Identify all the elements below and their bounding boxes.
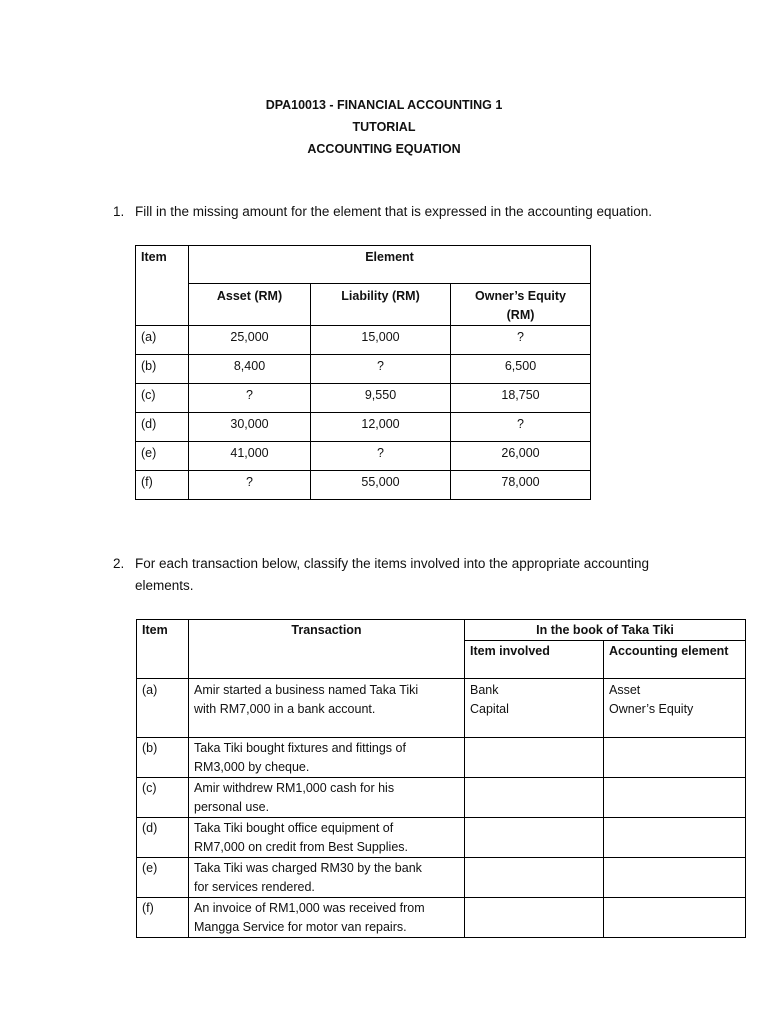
accounting-element-cell[interactable] <box>604 858 746 898</box>
item-involved-line1: Bank <box>470 683 499 697</box>
table-row <box>136 413 591 442</box>
table2-accounting-element-header: Accounting element <box>604 641 746 679</box>
liability-cell: ? <box>311 442 451 471</box>
table1-element-header: Element <box>189 246 591 284</box>
table-row <box>137 818 746 858</box>
item-involved-cell[interactable] <box>465 778 604 818</box>
transaction-line1: Amir started a business named Taka Tiki <box>194 683 419 697</box>
table2-book-header: In the book of Taka Tiki <box>465 620 746 641</box>
transaction-line1: Taka Tiki was charged RM30 by the bank <box>194 861 422 875</box>
accounting-element-line1: Asset <box>609 683 641 697</box>
table-row <box>137 778 746 818</box>
row-item: (e) <box>136 442 189 471</box>
table-row <box>136 442 591 471</box>
topic-title: ACCOUNTING EQUATION <box>307 142 461 156</box>
transaction-line1: Taka Tiki bought office equipment of <box>194 821 394 835</box>
table1-liability-header: Liability (RM) <box>311 284 451 326</box>
transaction-line2: personal use. <box>194 800 270 814</box>
liability-cell: 15,000 <box>311 326 451 355</box>
equity-cell: ? <box>451 326 591 355</box>
row-item: (f) <box>137 898 189 938</box>
row-item: (d) <box>136 413 189 442</box>
transaction-cell <box>189 778 465 818</box>
row-item: (c) <box>137 778 189 818</box>
table2-transaction-header: Transaction <box>189 620 465 679</box>
accounting-element-cell[interactable] <box>604 818 746 858</box>
accounting-element-cell <box>604 679 746 738</box>
row-item: (a) <box>137 679 189 738</box>
accounting-element-cell[interactable] <box>604 898 746 938</box>
accounting-equation-table <box>135 245 591 500</box>
equity-header-line2: (RM) <box>506 308 535 322</box>
asset-cell: 8,400 <box>189 355 311 384</box>
table-row <box>136 355 591 384</box>
transaction-line2: with RM7,000 in a bank account. <box>194 702 376 716</box>
transaction-cell <box>189 898 465 938</box>
transaction-line2: RM3,000 by cheque. <box>194 760 310 774</box>
row-item: (b) <box>137 738 189 778</box>
accounting-element-cell[interactable] <box>604 738 746 778</box>
question-2 <box>113 553 673 597</box>
equity-cell: 78,000 <box>451 471 591 500</box>
accounting-element-cell[interactable] <box>604 778 746 818</box>
item-involved-cell[interactable] <box>465 898 604 938</box>
item-involved-cell[interactable] <box>465 858 604 898</box>
item-involved-cell[interactable] <box>465 738 604 778</box>
question-2-text <box>135 553 673 597</box>
liability-cell: 55,000 <box>311 471 451 500</box>
question-1-text: Fill in the missing amount for the element that is expressed in the accounting equation. <box>135 204 653 219</box>
accounting-element-line2: Owner’s Equity <box>609 702 694 716</box>
table-row <box>136 384 591 413</box>
table2-item-involved-header: Item involved <box>465 641 604 679</box>
asset-cell: ? <box>189 471 311 500</box>
question-1 <box>113 201 733 223</box>
table-row <box>137 898 746 938</box>
table1-equity-header <box>451 284 591 326</box>
row-item: (d) <box>137 818 189 858</box>
transaction-cell <box>189 679 465 738</box>
asset-cell: 25,000 <box>189 326 311 355</box>
course-title: DPA10013 - FINANCIAL ACCOUNTING 1 <box>265 98 503 112</box>
row-item: (f) <box>136 471 189 500</box>
equity-cell: 26,000 <box>451 442 591 471</box>
liability-cell: 12,000 <box>311 413 451 442</box>
table-row <box>137 679 746 738</box>
table-row <box>137 738 746 778</box>
transaction-line1: An invoice of RM1,000 was received from <box>194 901 425 915</box>
equity-header-line1: Owner’s Equity <box>475 289 566 303</box>
table2-item-header: Item <box>137 620 189 679</box>
equity-cell: 18,750 <box>451 384 591 413</box>
table1-asset-header: Asset (RM) <box>189 284 311 326</box>
question-2-text-line1: For each transaction below, classify the items involved into the appropriate accounting <box>135 556 650 571</box>
equity-cell: 6,500 <box>451 355 591 384</box>
transaction-classification-table <box>136 619 746 938</box>
transaction-line2: RM7,000 on credit from Best Supplies. <box>194 840 408 854</box>
row-item: (e) <box>137 858 189 898</box>
asset-cell: 41,000 <box>189 442 311 471</box>
liability-cell: 9,550 <box>311 384 451 413</box>
row-item: (c) <box>136 384 189 413</box>
table1-item-header: Item <box>136 246 189 326</box>
row-item: (b) <box>136 355 189 384</box>
transaction-cell <box>189 858 465 898</box>
asset-cell: ? <box>189 384 311 413</box>
document-header <box>0 94 768 160</box>
liability-cell: ? <box>311 355 451 384</box>
equity-cell: ? <box>451 413 591 442</box>
transaction-cell <box>189 738 465 778</box>
transaction-cell <box>189 818 465 858</box>
document-type: TUTORIAL <box>352 120 416 134</box>
transaction-line1: Amir withdrew RM1,000 cash for his <box>194 781 395 795</box>
item-involved-line2: Capital <box>470 702 509 716</box>
question-2-number: 2. <box>113 556 125 571</box>
question-1-number: 1. <box>113 204 125 219</box>
item-involved-cell <box>465 679 604 738</box>
question-2-text-line2: elements. <box>135 578 194 593</box>
table-row <box>137 858 746 898</box>
row-item: (a) <box>136 326 189 355</box>
item-involved-cell[interactable] <box>465 818 604 858</box>
table-row <box>136 326 591 355</box>
table-row <box>136 471 591 500</box>
asset-cell: 30,000 <box>189 413 311 442</box>
transaction-line1: Taka Tiki bought fixtures and fittings of <box>194 741 406 755</box>
transaction-line2: for services rendered. <box>194 880 315 894</box>
transaction-line2: Mangga Service for motor van repairs. <box>194 920 407 934</box>
